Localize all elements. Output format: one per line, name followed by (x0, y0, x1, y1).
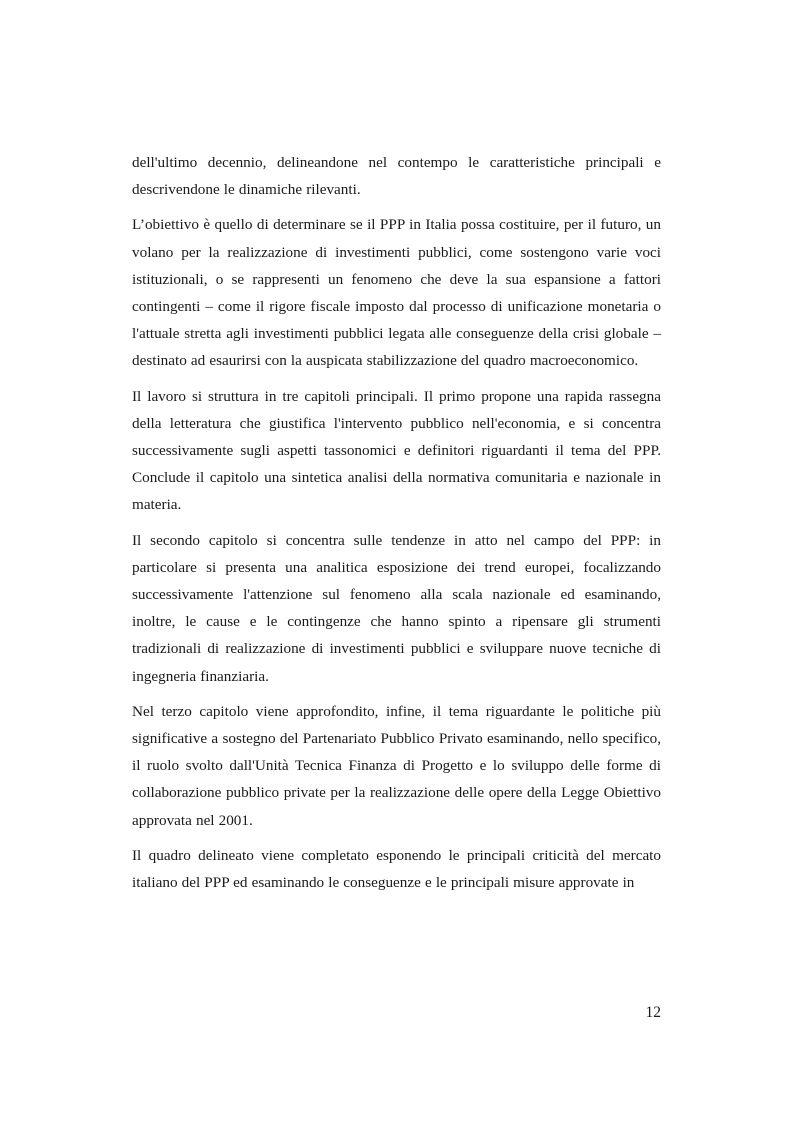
paragraph-3: Il lavoro si struttura in tre capitoli principali. Il primo propone una rapida rassegna della letteratura che giustifica l'intervento pubblico nell'economia, e si concentra successivamente sugli aspetti tassonomici e definitori riguardanti il tema del PPP. Conclude il capitolo una sintetica analisi della normativa comunitaria e nazionale in materia. (132, 387, 661, 514)
paragraph-6: Il quadro delineato viene completato esponendo le principali criticità del mercato italiano del PPP ed esaminando le conseguenze e le principali misure approvate in (132, 846, 661, 892)
page-number: 12 (645, 1004, 661, 1021)
paragraph-2: L’obiettivo è quello di determinare se il PPP in Italia possa costituire, per il futuro, un volano per la realizzazione di investimenti pubblici, come sostengono varie voci istituzionali, o se rappresenti un fenomeno che deve la sua espansione a fattori contingenti – come il rigore fiscale imposto dal processo di unificazione monetaria o l'attuale stretta agli investimenti pubblici legata alle conseguenze della crisi globale – destinato ad esaurirsi con la auspicata stabilizzazione del quadro macroeconomico. (132, 216, 661, 370)
paragraph-4: Il secondo capitolo si concentra sulle tendenze in atto nel campo del PPP: in particolare si presenta una analitica esposizione dei trend europei, focalizzando successivamente l'attenzione sul fenomeno alla scala nazionale ed esaminando, inoltre, le cause e le contingenze che hanno spinto a ripensare gli strumenti tradizionali di realizzazione di investimenti pubblici e sviluppare nuove tecniche di ingegneria finanziaria. (132, 531, 661, 685)
paragraph-5: Nel terzo capitolo viene approfondito, infine, il tema riguardante le politiche più significative a sostegno del Partenariato Pubblico Privato esaminando, nello specifico, il ruolo svolto dall'Unità Tecnica Finanza di Progetto e lo sviluppo delle forme di collaborazione pubblico private per la realizzazione delle opere della Legge Obiettivo approvata nel 2001. (132, 702, 661, 829)
paragraph-1: dell'ultimo decennio, delineandone nel contempo le caratteristiche principali e descrivendone le dinamiche rilevanti. (132, 154, 661, 199)
body-text (132, 149, 661, 896)
